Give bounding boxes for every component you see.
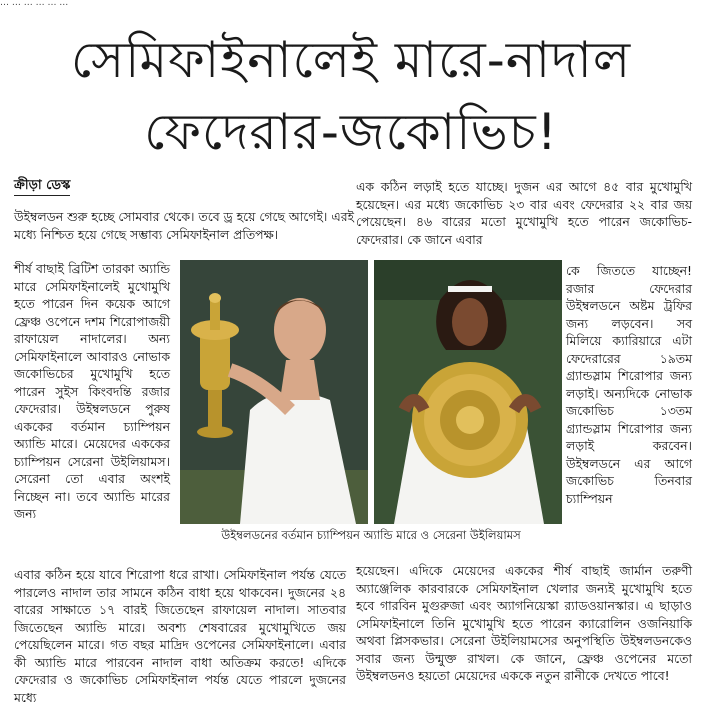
photo-serena-williams: [374, 260, 562, 524]
right-top-text: এক কঠিন লড়াই হতে যাচ্ছে। দুজন এর আগে ৪৫ বার মুখোমুখি হয়েছেন। এর মধ্যে জকোভিচ ২৩ বার এবং ফেদেরার ২২ বার জয় পেয়েছেন। ৪৬ বারের মতো মুখোমুখি হতে পারেন জকোভিচ-ফেদেরার। কে জানে এবার: [356, 179, 692, 247]
previous-article-strip: … … … … … …: [0, 0, 69, 6]
headline-line-2: ফেদেরার-জকোভিচ!: [144, 103, 558, 161]
photo-andy-murray: [180, 260, 368, 524]
headline-line-1: সেমিফাইনালেই মারে-নাদাল: [70, 31, 632, 89]
left-narrow-column: [14, 260, 170, 523]
bottom-right-text: হয়েছেন। এদিকে মেয়েদের এককের শীর্ষ বাছাই জার্মান তরুণী অ্যাঞ্জেলিক কারবারকে সেমিফাইনাল খেলার জন্যই মুখোমুখি হতে হবে গারবিন মুগুরুজা এবং অ্যাগনিয়েস্কা র‍্যাডওয়ানস্কার। এ ছাড়াও সেমিফাইনালে তিনি মুখোমুখি হতে পারেন ক্যারোলিন ওজনিয়াকি অথবা প্লিসকভার। সেরেনা উইলিয়ামসের অনুপস্থিতি উইম্বলডনকেও সবার জন্য উন্মুক্ত রাখল। কে জানে, ফ্রেঞ্চ ওপেনের মতো উইম্বলডনও হয়তো মেয়েদের এককে নতুন রানীকে দেখতে পাবে!: [356, 563, 692, 683]
right-narrow-column: [566, 262, 692, 507]
left-narrow-text: শীর্ষ বাছাই ব্রিটিশ তারকা অ্যান্ডি মারে সেমিফাইনালেই মুখোমুখি হতে পারেন দিন কয়েক আগে ফ্রেঞ্চ ওপেনে দশম শিরোপাজয়ী রাফায়েল নাদালের। অন্য সেমিফাইনালে আবারও নোভাক জকোভিচের মুখোমুখি হতে পারেন সুইস কিংবদন্তি রজার ফেদেরার। উইম্বলডনে পুরুষ এককের বর্তমান চ্যাম্পিয়ন অ্যান্ডি মারে। মেয়েদের এককের চ্যাম্পিয়ন সেরেনা উইলিয়ামস। সেরেনা তো এবার অংশই নিচ্ছেন না। তবে অ্যান্ডি মারের জন্য: [14, 261, 170, 521]
right-top-paragraph: [356, 178, 692, 248]
bottom-right-paragraph: [356, 562, 692, 685]
intro-paragraph: [14, 208, 354, 243]
photo-caption: উইম্বলডনের বর্তমান চ্যাম্পিয়ন অ্যান্ডি মারে ও সেরেনা উইলিয়ামস: [221, 528, 521, 542]
serena-illustration: [374, 260, 562, 524]
right-narrow-text: কে জিততে যাচ্ছেন! রজার ফেদেরার উইম্বলডনে অষ্টম ট্রফির জন্য লড়বেন। সব মিলিয়ে ক্যারিয়ারে এটা ফেদেরারের ১৯তম গ্র্যান্ডস্লাম শিরোপার জন্য লড়াই। অন্যদিকে নোভাক জকোভিচ ১৩তম গ্র্যান্ডস্লাম শিরোপার জন্য লড়াই করবেন। উইম্বলডনে এর আগে জকোভিচ তিনবার চ্যাম্পিয়ন: [566, 263, 692, 506]
byline: ক্রীড়া ডেস্ক: [14, 178, 70, 196]
murray-illustration: [180, 260, 368, 524]
intro-text: উইম্বলডন শুরু হচ্ছে সোমবার থেকে। তবে ড্র হয়ে গেছে আগেই। এরই মধ্যে নিশ্চিত হয়ে গেছে সম্ভাব্য সেমিফাইনাল প্রতিপক্ষ।: [14, 209, 354, 242]
bottom-left-text: এবার কঠিন হয়ে যাবে শিরোপা ধরে রাখা। সেমিফাইনাল পর্যন্ত যেতে পারলেও নাদাল তার সামনে কঠিন বাধা হয়ে থাকবেন। দুজনের ২৪ বারের সাক্ষাতে ১৭ বারই জিতেছেন রাফায়েল নাদাল। সাতবার জিতেছেন অ্যান্ডি মারে। অবশ্য শেষবারের মুখোমুখিতে জয় পেয়েছিলেন মারে। গত বছর মাদ্রিদ ওপেনের সেমিফাইনালে। এবার কী অ্যান্ডি মারে পারবেন নাদাল বাধা অতিক্রম করতে! এদিকে ফেদেরার ও জকোভিচ সেমিফাইনাল পর্যন্ত যেতে পারলে দুজনের মধ্যে: [14, 567, 346, 705]
bottom-left-paragraph: [14, 566, 346, 706]
